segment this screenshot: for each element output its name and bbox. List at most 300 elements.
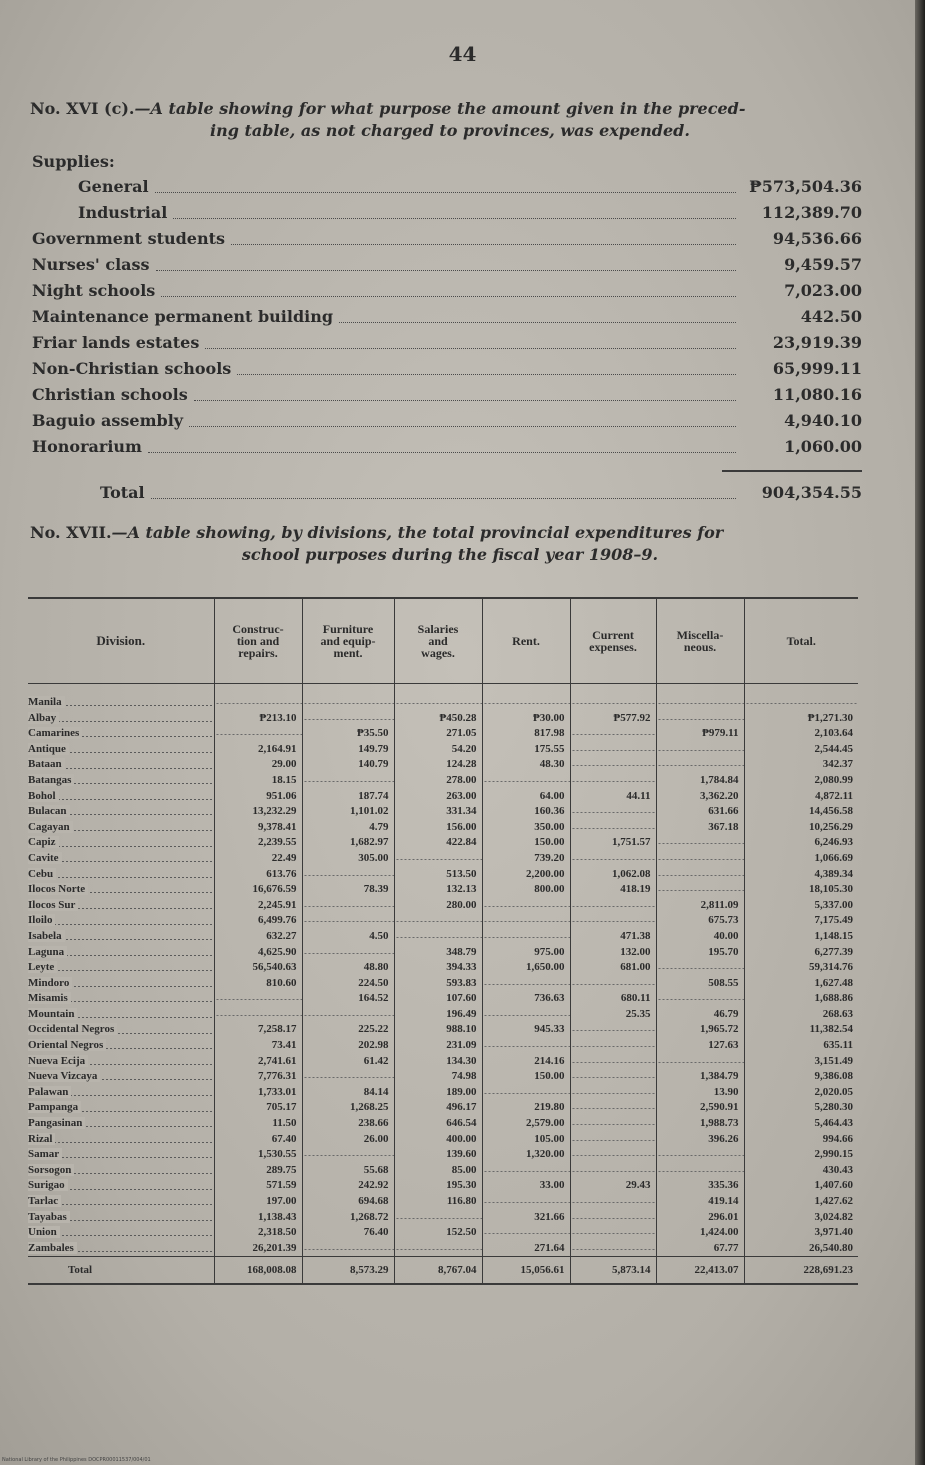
supplies-total-amount: 904,354.55 xyxy=(761,483,862,502)
division-name: Zambales xyxy=(28,1242,77,1254)
table-cell xyxy=(482,929,570,945)
division-name-cell xyxy=(28,1022,214,1038)
table-cell xyxy=(482,976,570,992)
leader-dots xyxy=(339,322,736,323)
table-row xyxy=(28,804,858,820)
leader-dots xyxy=(155,192,736,193)
division-name-cell xyxy=(28,1116,214,1132)
table-row xyxy=(28,726,858,742)
supplies-row-label: Honorarium xyxy=(32,437,142,456)
table-cell: 48.80 xyxy=(302,960,394,976)
table-cell: 810.60 xyxy=(214,976,302,992)
division-name-cell xyxy=(28,1194,214,1210)
division-name-cell xyxy=(28,711,214,727)
division-name: Iloilo xyxy=(28,914,55,926)
table-cell: 1,066.69 xyxy=(744,851,858,867)
table-cell: 13,232.29 xyxy=(214,804,302,820)
table-cell: 268.63 xyxy=(744,1007,858,1023)
table-cell: 44.11 xyxy=(570,789,656,805)
table-xvii-caption xyxy=(30,522,870,566)
table-cell xyxy=(570,976,656,992)
table-cell xyxy=(214,726,302,742)
division-name: Batangas xyxy=(28,774,74,786)
division-name: Cavite xyxy=(28,852,62,864)
table-cell: 2,544.45 xyxy=(744,742,858,758)
table-cell: 78.39 xyxy=(302,882,394,898)
table-cell: 418.19 xyxy=(570,882,656,898)
table-cell: 195.30 xyxy=(394,1178,482,1194)
table-cell: 1,148.15 xyxy=(744,929,858,945)
supplies-row-amount: 1,060.00 xyxy=(784,437,862,456)
supplies-row-label: Non-Christian schools xyxy=(32,359,232,378)
table-cell: 124.28 xyxy=(394,757,482,773)
table-cell xyxy=(570,1116,656,1132)
table-row xyxy=(28,945,858,961)
division-name-cell xyxy=(28,773,214,789)
table-cell: 681.00 xyxy=(570,960,656,976)
division-name-cell xyxy=(28,851,214,867)
supplies-row xyxy=(32,304,862,330)
table-cell: 1,384.79 xyxy=(656,1069,744,1085)
table-xvi xyxy=(32,150,862,506)
table-cell xyxy=(394,1241,482,1257)
table-cell: 2,990.15 xyxy=(744,1147,858,1163)
supplies-row-label: Night schools xyxy=(32,281,156,300)
leader-dots xyxy=(194,400,736,401)
table-cell: 1,650.00 xyxy=(482,960,570,976)
supplies-row-label: Maintenance permanent building xyxy=(32,307,334,326)
table-cell: 238.66 xyxy=(302,1116,394,1132)
table-cell: 225.22 xyxy=(302,1022,394,1038)
table-cell: 631.66 xyxy=(656,804,744,820)
table-cell xyxy=(570,1163,656,1179)
table-row xyxy=(28,1194,858,1210)
table-cell xyxy=(570,695,656,711)
table-cell xyxy=(482,1038,570,1054)
division-name: Rizal xyxy=(28,1133,55,1145)
supplies-row-amount: 9,459.57 xyxy=(784,255,862,274)
table-cell: 1,268.25 xyxy=(302,1100,394,1116)
table-cell: 5,280.30 xyxy=(744,1100,858,1116)
table-cell xyxy=(570,1022,656,1038)
table-cell xyxy=(482,913,570,929)
supplies-row-label: Government students xyxy=(32,229,226,248)
supplies-total-label: Total xyxy=(100,483,145,502)
division-name-cell xyxy=(28,695,214,711)
table-xvii-title-line2: school purposes during the fiscal year 1908–9. xyxy=(241,545,659,564)
table-cell: 1,733.01 xyxy=(214,1085,302,1101)
division-name: Nueva Vizcaya xyxy=(28,1070,100,1082)
table-cell xyxy=(656,1054,744,1070)
supplies-row xyxy=(32,278,862,304)
table-cell: ₱450.28 xyxy=(394,711,482,727)
table-cell xyxy=(394,913,482,929)
division-name: Oriental Negros xyxy=(28,1039,106,1051)
table-xvi-title-line2: ing table, as not charged to provinces, was expended. xyxy=(210,121,690,140)
table-cell: 705.17 xyxy=(214,1100,302,1116)
table-cell: 3,151.49 xyxy=(744,1054,858,1070)
division-name-cell xyxy=(28,867,214,883)
table-cell: 3,971.40 xyxy=(744,1225,858,1241)
table-cell: 9,386.08 xyxy=(744,1069,858,1085)
table-row xyxy=(28,1132,858,1148)
table-cell: 59,314.76 xyxy=(744,960,858,976)
division-name-cell xyxy=(28,882,214,898)
table-row xyxy=(28,929,858,945)
table-cell: 3,362.20 xyxy=(656,789,744,805)
table-cell: 74.98 xyxy=(394,1069,482,1085)
table-cell xyxy=(656,757,744,773)
division-name: Tarlac xyxy=(28,1195,61,1207)
table-cell: 1,407.60 xyxy=(744,1178,858,1194)
total-cell: 15,056.61 xyxy=(482,1257,570,1285)
table-cell: 289.75 xyxy=(214,1163,302,1179)
table-cell: 195.70 xyxy=(656,945,744,961)
table-cell xyxy=(570,742,656,758)
leader-dots xyxy=(205,348,736,349)
table-cell: 134.30 xyxy=(394,1054,482,1070)
division-name: Cagayan xyxy=(28,821,73,833)
table-cell xyxy=(302,1147,394,1163)
division-name-cell xyxy=(28,991,214,1007)
table-cell: 2,239.55 xyxy=(214,835,302,851)
table-cell: 471.38 xyxy=(570,929,656,945)
column-header: Rent. xyxy=(482,598,570,684)
table-cell: 6,246.93 xyxy=(744,835,858,851)
supplies-row xyxy=(32,356,862,382)
division-name-cell xyxy=(28,976,214,992)
table-cell: 2,080.99 xyxy=(744,773,858,789)
table-total-row xyxy=(28,1257,858,1285)
table-cell: 164.52 xyxy=(302,991,394,1007)
division-name: Ilocos Norte xyxy=(28,883,88,895)
table-cell: 4.50 xyxy=(302,929,394,945)
table-cell: 26,540.80 xyxy=(744,1241,858,1257)
table-cell: 7,175.49 xyxy=(744,913,858,929)
table-cell: ₱213.10 xyxy=(214,711,302,727)
table-cell xyxy=(656,835,744,851)
table-cell: 202.98 xyxy=(302,1038,394,1054)
table-cell: 1,627.48 xyxy=(744,976,858,992)
table-cell: 197.00 xyxy=(214,1194,302,1210)
table-cell: 632.27 xyxy=(214,929,302,945)
division-name-cell xyxy=(28,1132,214,1148)
division-name: Surigao xyxy=(28,1179,68,1191)
table-cell: 116.80 xyxy=(394,1194,482,1210)
division-name-cell xyxy=(28,1178,214,1194)
table-row xyxy=(28,1163,858,1179)
division-name-cell xyxy=(28,1163,214,1179)
table-cell: 335.36 xyxy=(656,1178,744,1194)
column-header: Total. xyxy=(744,598,858,684)
table-cell: 152.50 xyxy=(394,1225,482,1241)
table-cell: 1,062.08 xyxy=(570,867,656,883)
division-name: Albay xyxy=(28,712,59,724)
table-row xyxy=(28,835,858,851)
table-cell: 1,101.02 xyxy=(302,804,394,820)
table-cell: 593.83 xyxy=(394,976,482,992)
table-row xyxy=(28,757,858,773)
supplies-row-amount: 442.50 xyxy=(800,307,862,326)
spacer-row xyxy=(28,684,858,696)
table-cell: 29.43 xyxy=(570,1178,656,1194)
table-row xyxy=(28,789,858,805)
table-cell: 635.11 xyxy=(744,1038,858,1054)
table-cell: 13.90 xyxy=(656,1085,744,1101)
table-cell xyxy=(302,1241,394,1257)
table-cell: 1,688.86 xyxy=(744,991,858,1007)
division-name: Pangasinan xyxy=(28,1117,85,1129)
table-cell: 296.01 xyxy=(656,1210,744,1226)
division-name-cell xyxy=(28,929,214,945)
table-row xyxy=(28,695,858,711)
table-cell xyxy=(482,1194,570,1210)
table-cell xyxy=(302,867,394,883)
division-name: Occidental Negros xyxy=(28,1023,117,1035)
table-cell: 396.26 xyxy=(656,1132,744,1148)
table-cell: 508.55 xyxy=(656,976,744,992)
table-cell: 214.16 xyxy=(482,1054,570,1070)
division-name-cell xyxy=(28,898,214,914)
division-name: Sorsogon xyxy=(28,1164,74,1176)
table-cell: 331.34 xyxy=(394,804,482,820)
table-cell xyxy=(656,711,744,727)
supplies-row-amount: 7,023.00 xyxy=(784,281,862,300)
table-cell: 18.15 xyxy=(214,773,302,789)
supplies-row-label: Nurses' class xyxy=(32,255,150,274)
division-name-cell xyxy=(28,1210,214,1226)
table-cell: 800.00 xyxy=(482,882,570,898)
division-name: Union xyxy=(28,1226,60,1238)
division-name: Tayabas xyxy=(28,1211,70,1223)
table-cell: 422.84 xyxy=(394,835,482,851)
leader-dots xyxy=(148,452,736,453)
table-cell: 7,258.17 xyxy=(214,1022,302,1038)
table-cell: 76.40 xyxy=(302,1225,394,1241)
table-cell: 196.49 xyxy=(394,1007,482,1023)
table-xvi-number: No. XVI (c). xyxy=(30,99,135,118)
table-cell: ₱1,271.30 xyxy=(744,711,858,727)
leader-dots xyxy=(189,426,736,427)
table-row xyxy=(28,1241,858,1257)
table-cell: 305.00 xyxy=(302,851,394,867)
table-cell: 263.00 xyxy=(394,789,482,805)
table-cell xyxy=(570,1210,656,1226)
table-row xyxy=(28,1210,858,1226)
table-cell xyxy=(482,695,570,711)
table-cell: 1,988.73 xyxy=(656,1116,744,1132)
table-cell xyxy=(482,1007,570,1023)
division-name-cell xyxy=(28,1147,214,1163)
table-cell: 1,138.43 xyxy=(214,1210,302,1226)
table-cell xyxy=(302,711,394,727)
table-cell xyxy=(656,1147,744,1163)
table-cell: 1,530.55 xyxy=(214,1147,302,1163)
table-xvii xyxy=(28,597,858,1285)
table-cell: 48.30 xyxy=(482,757,570,773)
supplies-row xyxy=(32,226,862,252)
supplies-row-amount: 23,919.39 xyxy=(772,333,862,352)
supplies-row xyxy=(32,408,862,434)
table-cell: 951.06 xyxy=(214,789,302,805)
division-name-cell xyxy=(28,1085,214,1101)
table-cell: 1,965.72 xyxy=(656,1022,744,1038)
table-cell xyxy=(302,913,394,929)
table-cell: ₱30.00 xyxy=(482,711,570,727)
table-cell: 2,590.91 xyxy=(656,1100,744,1116)
table-cell: 988.10 xyxy=(394,1022,482,1038)
table-xvi-title-line1: —A table showing for what purpose the amount given in the preced- xyxy=(134,99,746,118)
division-name-cell xyxy=(28,757,214,773)
table-cell: 4,389.34 xyxy=(744,867,858,883)
division-name: Ilocos Sur xyxy=(28,899,78,911)
division-name-cell xyxy=(28,804,214,820)
total-cell: 22,413.07 xyxy=(656,1257,744,1285)
leader-dots xyxy=(231,244,736,245)
division-name: Laguna xyxy=(28,946,67,958)
table-cell: 107.60 xyxy=(394,991,482,1007)
table-cell: 224.50 xyxy=(302,976,394,992)
division-name-cell xyxy=(28,1038,214,1054)
column-header: Construc- tion and repairs. xyxy=(214,598,302,684)
table-cell xyxy=(570,851,656,867)
table-cell: 67.40 xyxy=(214,1132,302,1148)
table-row xyxy=(28,1069,858,1085)
table-cell xyxy=(394,929,482,945)
column-header: Salaries and wages. xyxy=(394,598,482,684)
table-cell: 400.00 xyxy=(394,1132,482,1148)
division-name: Mountain xyxy=(28,1008,77,1020)
table-cell: 1,268.72 xyxy=(302,1210,394,1226)
table-row xyxy=(28,1085,858,1101)
table-cell xyxy=(570,1147,656,1163)
table-cell: 25.35 xyxy=(570,1007,656,1023)
table-cell: 61.42 xyxy=(302,1054,394,1070)
table-cell xyxy=(570,773,656,789)
supplies-row-amount: 4,940.10 xyxy=(784,411,862,430)
table-cell: 150.00 xyxy=(482,1069,570,1085)
division-name-cell xyxy=(28,726,214,742)
table-cell: 350.00 xyxy=(482,820,570,836)
supplies-row-amount: ₱573,504.36 xyxy=(749,177,862,196)
table-cell: 2,020.05 xyxy=(744,1085,858,1101)
table-cell: 150.00 xyxy=(482,835,570,851)
division-name-cell xyxy=(28,789,214,805)
division-name-cell xyxy=(28,1054,214,1070)
table-cell: 342.37 xyxy=(744,757,858,773)
table-cell: 6,499.76 xyxy=(214,913,302,929)
total-cell: 5,873.14 xyxy=(570,1257,656,1285)
table-cell: 817.98 xyxy=(482,726,570,742)
table-cell xyxy=(570,1194,656,1210)
table-cell: 271.05 xyxy=(394,726,482,742)
table-row xyxy=(28,1225,858,1241)
table-cell: 1,682.97 xyxy=(302,835,394,851)
library-credit: National Library of the Philippines DOCPR00011537/004/01 xyxy=(2,1457,151,1463)
column-header: Miscella- neous. xyxy=(656,598,744,684)
table-row xyxy=(28,913,858,929)
table-row xyxy=(28,976,858,992)
table-row xyxy=(28,1178,858,1194)
supplies-row xyxy=(32,382,862,408)
table-cell xyxy=(482,898,570,914)
table-cell: 22.49 xyxy=(214,851,302,867)
table-cell: ₱979.11 xyxy=(656,726,744,742)
table-cell: ₱35.50 xyxy=(302,726,394,742)
table-cell: ₱577.92 xyxy=(570,711,656,727)
table-cell: 1,784.84 xyxy=(656,773,744,789)
table-cell: 231.09 xyxy=(394,1038,482,1054)
division-name: Misamis xyxy=(28,992,71,1004)
table-cell: 127.63 xyxy=(656,1038,744,1054)
table-cell: 394.33 xyxy=(394,960,482,976)
table-cell: 139.60 xyxy=(394,1147,482,1163)
table-cell: 189.00 xyxy=(394,1085,482,1101)
division-name: Bulacan xyxy=(28,805,70,817)
table-cell: 4.79 xyxy=(302,820,394,836)
division-name: Samar xyxy=(28,1148,62,1160)
table-cell: 84.14 xyxy=(302,1085,394,1101)
table-cell: 18,105.30 xyxy=(744,882,858,898)
table-cell: 14,456.58 xyxy=(744,804,858,820)
table-cell: 680.11 xyxy=(570,991,656,1007)
division-name-cell xyxy=(28,1225,214,1241)
table-cell: 149.79 xyxy=(302,742,394,758)
table-cell xyxy=(570,898,656,914)
table-cell: 156.00 xyxy=(394,820,482,836)
division-name: Mindoro xyxy=(28,977,72,989)
column-header: Division. xyxy=(28,598,214,684)
table-cell: 430.43 xyxy=(744,1163,858,1179)
table-cell: 736.63 xyxy=(482,991,570,1007)
supplies-row-label: Industrial xyxy=(78,203,168,222)
division-name: Antique xyxy=(28,743,69,755)
table-cell: 67.77 xyxy=(656,1241,744,1257)
table-cell: 675.73 xyxy=(656,913,744,929)
table-xvii-number: No. XVII. xyxy=(30,523,112,542)
table-cell: 132.13 xyxy=(394,882,482,898)
table-cell: 55.68 xyxy=(302,1163,394,1179)
table-cell xyxy=(394,1210,482,1226)
total-cell: 228,691.23 xyxy=(744,1257,858,1285)
table-cell: 140.79 xyxy=(302,757,394,773)
table-row xyxy=(28,851,858,867)
supplies-row-label: General xyxy=(78,177,149,196)
table-cell: 571.59 xyxy=(214,1178,302,1194)
table-cell xyxy=(302,773,394,789)
table-cell xyxy=(214,695,302,711)
table-cell: 2,245.91 xyxy=(214,898,302,914)
table-cell: 1,751.57 xyxy=(570,835,656,851)
table-cell xyxy=(214,991,302,1007)
table-cell xyxy=(656,991,744,1007)
division-name: Nueva Ecija xyxy=(28,1055,88,1067)
table-cell xyxy=(302,898,394,914)
table-cell xyxy=(214,1007,302,1023)
division-name-cell xyxy=(28,960,214,976)
table-cell: 694.68 xyxy=(302,1194,394,1210)
table-cell: 3,024.82 xyxy=(744,1210,858,1226)
table-cell xyxy=(570,1038,656,1054)
division-name-cell xyxy=(28,913,214,929)
table-cell: 11,382.54 xyxy=(744,1022,858,1038)
table-cell: 219.80 xyxy=(482,1100,570,1116)
supplies-row-amount: 11,080.16 xyxy=(772,385,862,404)
table-cell: 46.79 xyxy=(656,1007,744,1023)
division-name-cell xyxy=(28,1069,214,1085)
leader-dots xyxy=(237,374,736,375)
division-name: Pampanga xyxy=(28,1101,81,1113)
